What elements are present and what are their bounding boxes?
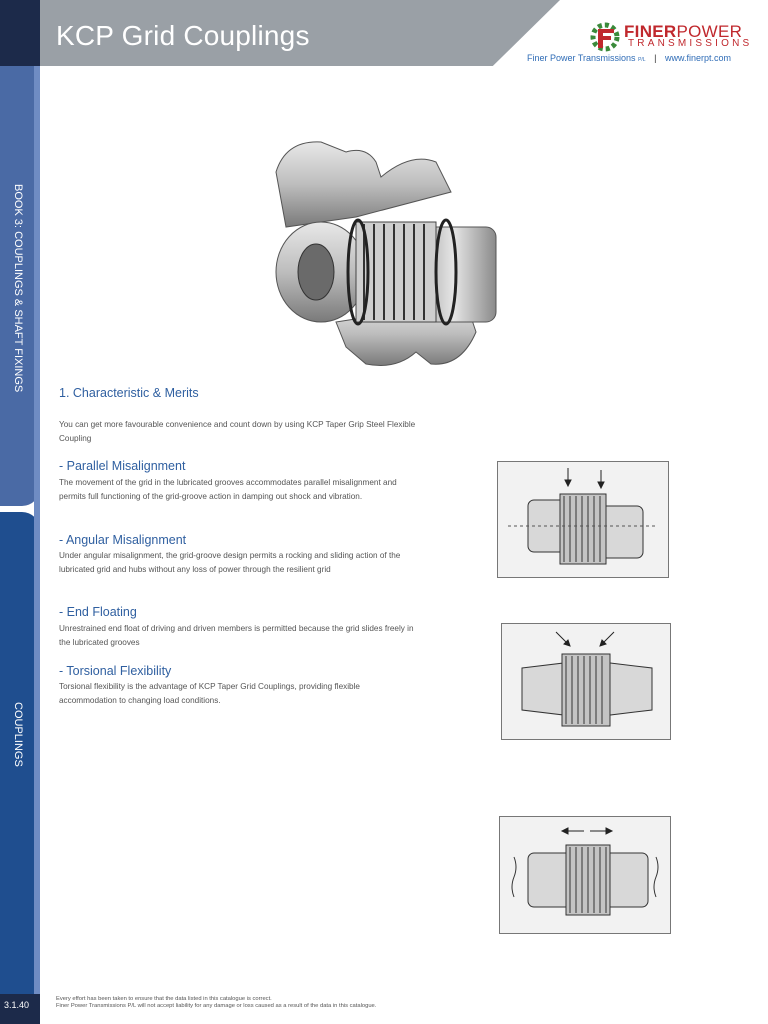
contact-separator: | [654,53,657,63]
parallel-misalignment-diagram [497,461,669,578]
feature-body-end-floating: Unrestrained end float of driving and driven members is permitted because the grid slides freely in the lubricated grooves [59,624,414,647]
end-floating-diagram [499,816,671,934]
feature-heading-angular: - Angular Misalignment [59,533,187,547]
feature-body-torsional: Torsional flexibility is the advantage of KCP Taper Grid Couplings, providing flexible accommodation to changing load conditions. [59,682,360,705]
section-title: 1. Characteristic & Merits [59,386,199,400]
finer-power-logo-icon [588,20,622,54]
feature-body-parallel: The movement of the grid in the lubricated grooves accommodates parallel misalignment and permits full functioning of the grid-groove action in damping out shock and vibration. [59,478,397,501]
brand-name-light: POWER [676,22,743,41]
page-number: 3.1.40 [4,1000,30,1010]
disclaimer-line-1: Every effort has been taken to ensure that the data listed in this catalogue is correct. [56,996,272,1002]
book-label: BOOK 3: COUPLINGS & SHAFT FIXINGS [12,184,24,393]
angular-misalignment-diagram [501,623,671,740]
disclaimer-line-2: Finer Power Transmissions P/L will not accept liability for any damage or loss caused as a result of the data in this catalogue. [56,1003,377,1009]
feature-heading-torsional: - Torsional Flexibility [59,664,172,678]
company-name: Finer Power Transmissions [527,53,636,63]
page-title: KCP Grid Couplings [56,20,310,51]
intro-text: You can get more favourable convenience and count down by using KCP Taper Grip Steel Flexible Coupling [59,420,416,443]
website-link[interactable]: www.finerpt.com [664,53,731,63]
disclaimer [56,996,496,1010]
section-label: COUPLINGS [12,702,24,767]
brand-name-bold: FINER [624,22,677,41]
grid-coupling-illustration [246,132,506,382]
company-suffix: P/L [638,57,646,63]
brand-contact [527,53,731,63]
sidebar-divider [34,66,40,994]
feature-heading-parallel: - Parallel Misalignment [59,459,186,473]
feature-heading-end-floating: - End Floating [59,605,137,619]
feature-body-angular: Under angular misalignment, the grid-groove design permits a rocking and sliding action of the lubricated grid and hubs without any loss of power through the resilient grid [59,551,401,574]
brand-subtitle: TRANSMISSIONS [628,38,753,49]
header-corner [0,0,40,66]
